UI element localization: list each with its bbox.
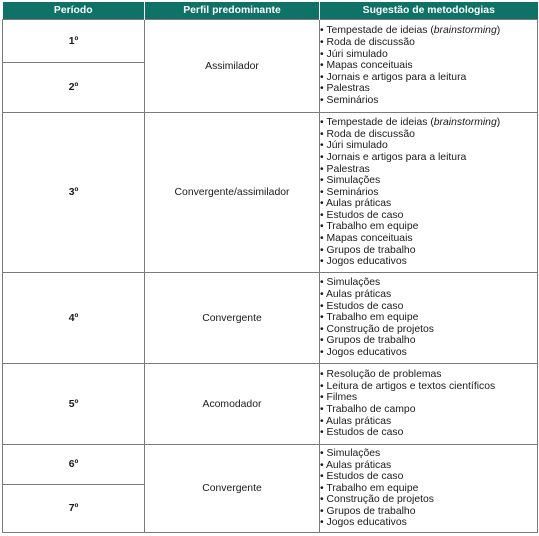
methods-list — [320, 277, 537, 358]
table-row — [3, 445, 538, 485]
list-item: • Palestras — [320, 164, 537, 176]
list-item: • Palestras — [320, 83, 537, 95]
list-item: • Leitura de artigos e textos científicos — [320, 381, 537, 393]
profile-cell: Assimilador — [145, 20, 320, 113]
list-item: • Jogos educativos — [320, 517, 537, 529]
table-row — [3, 113, 538, 273]
list-item: • Grupos de trabalho — [320, 245, 537, 257]
list-item: • Mapas conceituais — [320, 233, 537, 245]
list-item: • Estudos de caso — [320, 427, 537, 439]
list-item: • Tempestade de ideias (brainstorming) — [320, 25, 537, 37]
list-item: • Trabalho em equipe — [320, 312, 537, 324]
list-item: • Tempestade de ideias (brainstorming) — [320, 117, 537, 129]
list-item: • Resolução de problemas — [320, 369, 537, 381]
period-cell: 2º — [3, 63, 145, 113]
header-period: Período — [3, 2, 145, 20]
methods-cell — [320, 113, 538, 273]
methods-list — [320, 25, 537, 106]
header-methods: Sugestão de metodologias — [320, 2, 538, 20]
table-row — [3, 364, 538, 445]
period-cell: 7º — [3, 485, 145, 533]
list-item: • Construção de projetos — [320, 324, 537, 336]
list-item: • Trabalho em equipe — [320, 483, 537, 495]
list-item: • Trabalho de campo — [320, 404, 537, 416]
list-item: • Grupos de trabalho — [320, 506, 537, 518]
list-item: • Estudos de caso — [320, 301, 537, 313]
methods-list — [320, 369, 537, 439]
period-cell: 1º — [3, 20, 145, 63]
list-item: • Seminários — [320, 187, 537, 199]
profile-cell: Convergente — [145, 445, 320, 533]
profile-cell: Convergente/assimilador — [145, 113, 320, 273]
methodology-table — [2, 2, 538, 533]
list-item: • Júri simulado — [320, 49, 537, 61]
period-cell: 4º — [3, 273, 145, 364]
profile-cell: Convergente — [145, 273, 320, 364]
list-item: • Roda de discussão — [320, 37, 537, 49]
profile-cell: Acomodador — [145, 364, 320, 445]
methods-cell — [320, 273, 538, 364]
period-cell: 3º — [3, 113, 145, 273]
list-item: • Simulações — [320, 448, 537, 460]
table-row — [3, 273, 538, 364]
list-item: • Aulas práticas — [320, 198, 537, 210]
list-item: • Filmes — [320, 392, 537, 404]
methods-cell — [320, 364, 538, 445]
list-item: • Jogos educativos — [320, 347, 537, 359]
list-item: • Simulações — [320, 175, 537, 187]
list-item: • Grupos de trabalho — [320, 335, 537, 347]
list-item: • Seminários — [320, 95, 537, 107]
list-item: • Jornais e artigos para a leitura — [320, 152, 537, 164]
list-item: • Mapas conceituais — [320, 60, 537, 72]
list-item: • Júri simulado — [320, 140, 537, 152]
list-item: • Aulas práticas — [320, 460, 537, 472]
table-header — [3, 2, 538, 20]
period-cell: 6º — [3, 445, 145, 485]
list-item: • Trabalho em equipe — [320, 221, 537, 233]
methods-list — [320, 117, 537, 268]
header-profile: Perfil predominante — [145, 2, 320, 20]
methods-list — [320, 448, 537, 529]
methods-cell — [320, 445, 538, 533]
list-item: • Roda de discussão — [320, 129, 537, 141]
period-cell: 5º — [3, 364, 145, 445]
list-item: • Aulas práticas — [320, 289, 537, 301]
methods-cell — [320, 20, 538, 113]
list-item: • Estudos de caso — [320, 210, 537, 222]
list-item: • Simulações — [320, 277, 537, 289]
list-item: • Construção de projetos — [320, 494, 537, 506]
list-item: • Aulas práticas — [320, 416, 537, 428]
table-row — [3, 20, 538, 63]
list-item: • Estudos de caso — [320, 471, 537, 483]
list-item: • Jogos educativos — [320, 256, 537, 268]
list-item: • Jornais e artigos para a leitura — [320, 72, 537, 84]
